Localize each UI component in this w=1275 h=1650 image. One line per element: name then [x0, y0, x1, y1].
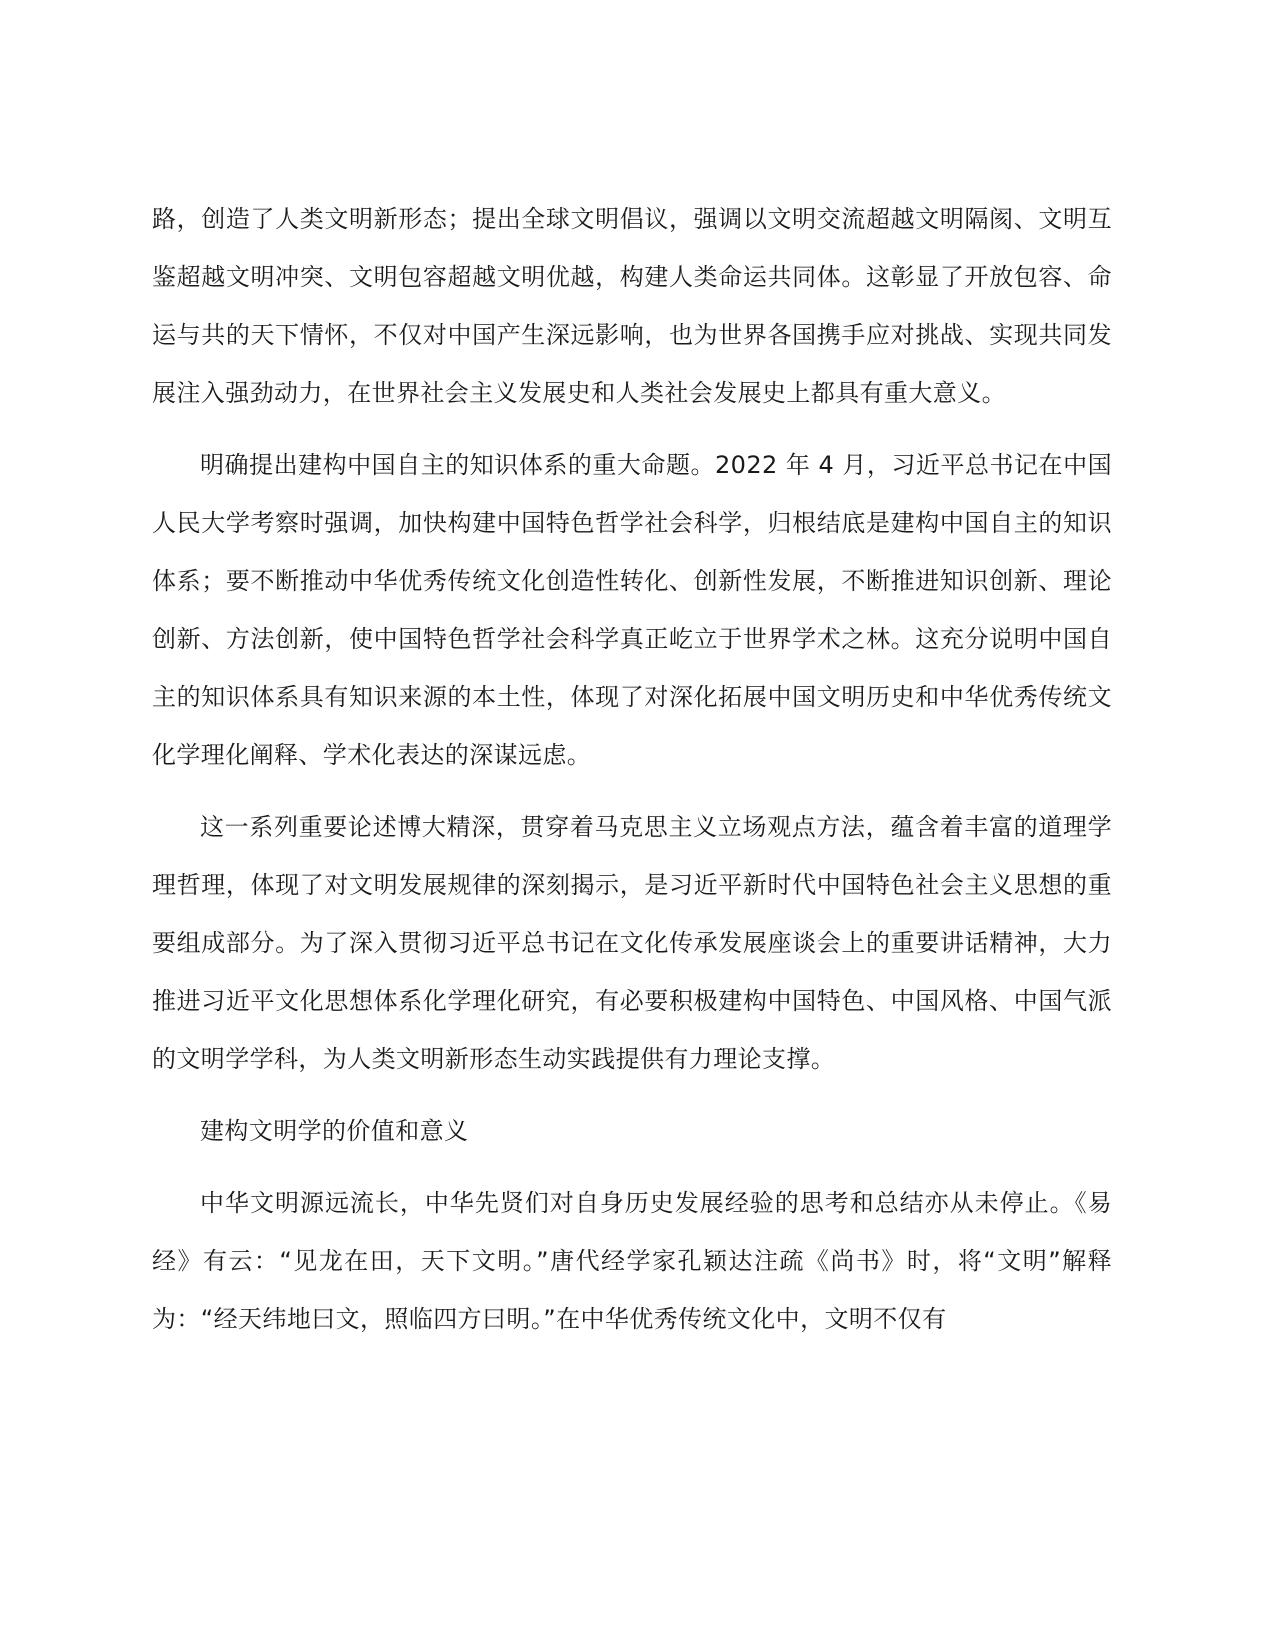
paragraph-continued: 路，创造了人类文明新形态；提出全球文明倡议，强调以文明交流超越文明隔阂、文明互鉴超越文明冲突、文明包容超越文明优越，构建人类命运共同体。这彰显了开放包容、命运与共的天下情怀，不仅对中国产生深远影响，也为世界各国携手应对挑战、实现共同发展注入强劲动力，在世界社会主义发展史和人类社会发展史上都具有重大意义。 [152, 205, 1112, 407]
paragraph-important-discourse: 这一系列重要论述博大精深，贯穿着马克思主义立场观点方法，蕴含着丰富的道理学理哲理，体现了对文明发展规律的深刻揭示，是习近平新时代中国特色社会主义思想的重要组成部分。为了深入贯彻习近平总书记在文化传承发展座谈会上的重要讲话精神，大力推进习近平文化思想体系化学理化研究，有必要积极建构中国特色、中国风格、中国气派的文明学学科，为人类文明新形态生动实践提供有力理论支撑。 [152, 813, 1112, 1073]
paragraph-chinese-civilization: 中华文明源远流长，中华先贤们对自身历史发展经验的思考和总结亦从未停止。《易经》有云：“见龙在田，天下文明。”唐代经学家孔颖达注疏《尚书》时，将“文明”解释为：“经天纬地曰文，照临四方曰明。”在中华优秀传统文化中，文明不仅有 [152, 1189, 1112, 1333]
section-heading: 建构文明学的价值和意义 [200, 1117, 469, 1145]
paragraph-knowledge-system: 明确提出建构中国自主的知识体系的重大命题。2022 年 4 月，习近平总书记在中国人民大学考察时强调，加快构建中国特色哲学社会科学，归根结底是建构中国自主的知识体系；要不断推动中华优秀传统文化创造性转化、创新性发展，不断推进知识创新、理论创新、方法创新，使中国特色哲学社会科学真正屹立于世界学术之林。这充分说明中国自主的知识体系具有知识来源的本土性，体现了对深化拓展中国文明历史和中华优秀传统文化学理化阐释、学术化表达的深谋远虑。 [152, 451, 1112, 769]
document-body [152, 190, 1112, 1348]
